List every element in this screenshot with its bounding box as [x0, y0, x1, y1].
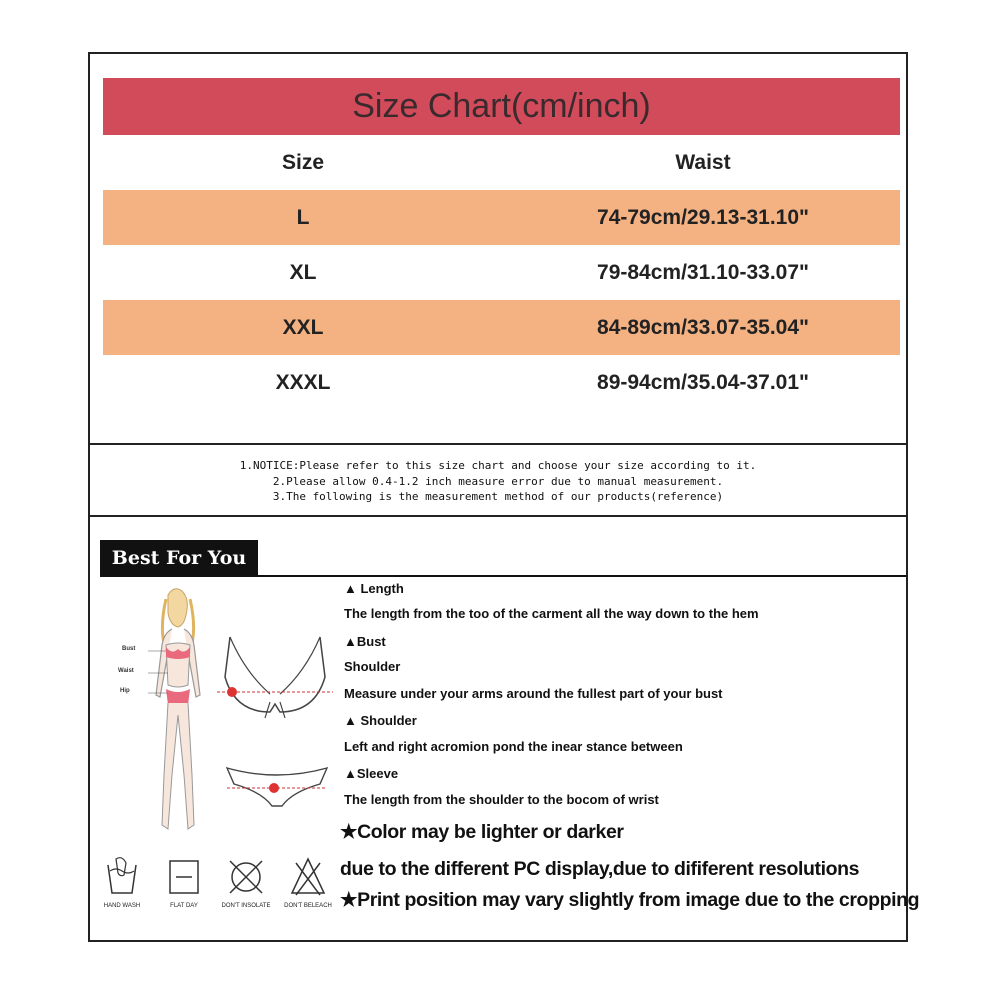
table-row	[103, 355, 900, 410]
care-label-dont-insolate: DON'T INSOLATE	[221, 903, 271, 909]
care-label-hand-wash: HAND WASH	[103, 903, 141, 909]
page-title: Size Chart(cm/inch)	[352, 87, 651, 125]
hand-wash-icon	[90, 855, 154, 897]
figure-label-hip: Hip	[120, 688, 130, 694]
desc-bust-shoulder: Shoulder	[344, 659, 401, 674]
note-color: ★Color may be lighter or darker	[340, 821, 624, 843]
row-size: XXXL	[275, 370, 331, 394]
note-print-position: ★Print position may vary slightly from image due to the cropping	[340, 889, 920, 911]
do-not-bleach-icon	[276, 855, 340, 897]
best-for-you-rule	[100, 575, 906, 577]
desc-shoulder-text: Left and right acromion pond the inear stance between	[344, 739, 683, 754]
row-waist: 74-79cm/29.13-31.10"	[597, 205, 809, 229]
row-size: XXL	[282, 315, 324, 339]
title-bar	[103, 78, 900, 135]
care-label-flat-dry: FLAT DAY	[170, 903, 198, 909]
bra-sketch-icon	[215, 632, 335, 722]
table-row	[103, 190, 900, 245]
desc-sleeve-heading: ▲Sleeve	[344, 766, 399, 781]
best-for-you-label: Best For You	[111, 547, 247, 569]
row-size: XL	[289, 260, 317, 284]
note-display: due to the different PC display,due to dififerent resolutions	[340, 858, 860, 880]
header-size: Size	[281, 150, 325, 174]
desc-sleeve-text: The length from the shoulder to the bocom of wrist	[344, 792, 659, 807]
table-row	[103, 300, 900, 355]
header-waist: Waist	[675, 150, 731, 174]
desc-shoulder-heading: ▲ Shoulder	[344, 713, 417, 728]
flat-dry-icon	[152, 855, 216, 897]
notice-line: 2.Please allow 0.4-1.2 inch measure error due to manual measurement.	[272, 474, 724, 488]
notice-line: 1.NOTICE:Please refer to this size chart and choose your size according to it.	[239, 459, 757, 472]
figure-label-waist: Waist	[118, 668, 134, 674]
divider-table	[88, 443, 908, 445]
table-row	[103, 245, 900, 300]
desc-bust-heading: ▲Bust	[344, 634, 386, 649]
desc-length-text: The length from the too of the carment all the way down to the hem	[344, 606, 759, 621]
row-waist: 84-89cm/33.07-35.04"	[597, 315, 809, 339]
figure-label-bust: Bust	[122, 646, 136, 652]
table-header	[103, 135, 900, 190]
bikini-bottom-sketch-icon	[222, 762, 332, 812]
do-not-tumble-dry-icon	[214, 855, 278, 897]
model-figure-icon	[138, 585, 218, 845]
best-for-you-tab	[100, 540, 258, 576]
care-label-dont-bleach: DON'T BELEACH	[284, 903, 332, 909]
row-waist: 79-84cm/31.10-33.07"	[597, 260, 809, 284]
divider-notice	[88, 515, 908, 517]
row-size: L	[296, 205, 310, 229]
notice-block	[88, 458, 908, 505]
desc-length-heading: ▲ Length	[344, 581, 404, 596]
row-waist: 89-94cm/35.04-37.01"	[597, 370, 809, 394]
notice-line: 3.The following is the measurement method of our products(reference)	[272, 490, 724, 503]
desc-bust-text: Measure under your arms around the fullest part of your bust	[344, 686, 723, 701]
